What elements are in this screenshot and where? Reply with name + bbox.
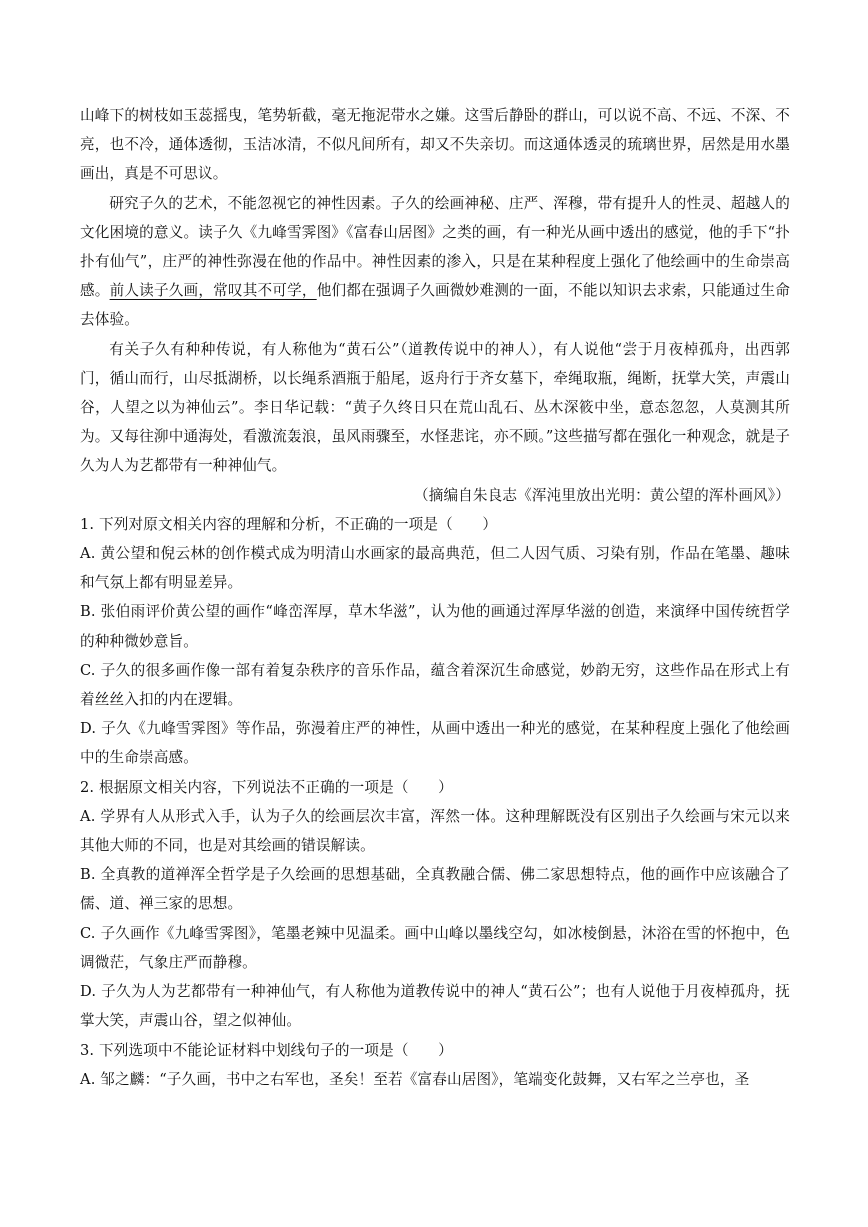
question-2-option-b: B. 全真教的道禅浑全哲学是子久绘画的思想基础，全真教融合儒、佛二家思想特点，他的画作中应该融合了儒、道、禅三家的思想。 [80,866,790,913]
passage-paragraph-1: 山峰下的树枝如玉蕊摇曳，笔势斩截，毫无拖泥带水之嫌。这雪后静卧的群山，可以说不高、不远、不深、不亮，也不冷，通体透彻，玉洁冰清，不似凡间所有，却又不失亲切。而这通体透灵的琉璃世界，居然是用水墨画出，真是不可思议。 [80,107,790,183]
question-1-option-b: B. 张伯雨评价黄公望的画作“峰峦浑厚，草木华滋”，认为他的画通过浑厚华滋的创造，来演绎中国传统哲学的种种微妙意旨。 [80,603,790,650]
question-1-stem: 1. 下列对原文相关内容的理解和分析，不正确的一项是（ ） [80,515,498,533]
underlined-sentence: 前人读子久画，常叹其不可学， [109,282,317,300]
passage-paragraph-2-text-a: 研究子久的艺术，不能忽视它的神性因素。子久的绘画神秘、庄严、浑穆，带有提升人的性灵、超越人的文化困境的意义。读子久《九峰雪霁图》《富春山居图》之类的画，有一种光从画中透出的感觉，他的手下“扑扑有仙气”，庄严的神性弥漫在他的作品中。神性因素的渗入，只是在某种程度上强化了他绘画中的生命崇高感。 [80,194,790,300]
question-2-option-c: C. 子久画作《九峰雪霁图》，笔墨老辣中见温柔。画中山峰以墨线空勾，如冰棱倒悬，沐浴在雪的怀抱中，色调微茫，气象庄严而静穆。 [80,924,790,971]
question-1-option-d: D. 子久《九峰雪霁图》等作品，弥漫着庄严的神性，从画中透出一种光的感觉，在某种程度上强化了他绘画中的生命崇高感。 [80,720,790,767]
question-3-stem: 3. 下列选项中不能论证材料中划线句子的一项是（ ） [80,1041,453,1059]
question-2-option-a: A. 学界有人从形式入手，认为子久的绘画层次丰富，浑然一体。这种理解既没有区别出子久绘画与宋元以来其他大师的不同，也是对其绘画的错误解读。 [80,807,790,855]
question-3-option-a: A. 邹之麟：“子久画，书中之右军也，圣矣！至若《富春山居图》，笔端变化鼓舞，又右军之兰亭也，圣 [80,1070,750,1088]
document-body [80,101,790,1094]
question-2-option-d: D. 子久为人为艺都带有一种神仙气，有人称他为道教传说中的神人“黄石公”；也有人说他于月夜棹孤舟，抚掌大笑，声震山谷，望之似神仙。 [80,983,790,1030]
source-citation: （摘编自朱良志《浑沌里放出光明：黄公望的浑朴画风》） [413,486,790,504]
question-2-stem: 2. 根据原文相关内容，下列说法不正确的一项是（ ） [80,778,453,796]
passage-paragraph-2-text-b: 他们都在强调子久画微妙难测的一面，不能以知识去求索，只能通过生命去体验。 [80,282,790,329]
passage-paragraph-3: 有关子久有种种传说，有人称他为“黄石公”（道教传说中的神人），有人说他“尝于月夜棹孤舟，出西郭门，循山而行，山尽抵湖桥，以长绳系酒瓶于船尾，返舟行于齐女墓下，牵绳取瓶，绳断，抚掌大笑，声震山谷，人望之以为神仙云”。李日华记载：“黄子久终日只在荒山乱石、丛木深筱中坐，意态忽忽，人莫测其所为。又每往泖中通海处，看激流轰浪，虽风雨骤至，水怪悲诧，亦不顾。”这些描写都在强化一种观念，就是子久为人为艺都带有一种神仙气。 [80,340,790,475]
question-1-option-c: C. 子久的很多画作像一部有着复杂秩序的音乐作品，蕴含着深沉生命感觉，妙韵无穷，这些作品在形式上有着丝丝入扣的内在逻辑。 [80,661,790,709]
passage-paragraph-2 [80,189,790,335]
question-1-option-a: A. 黄公望和倪云林的创作模式成为明清山水画家的最高典范，但二人因气质、习染有别，作品在笔墨、趣味和气氛上都有明显差异。 [80,545,790,592]
